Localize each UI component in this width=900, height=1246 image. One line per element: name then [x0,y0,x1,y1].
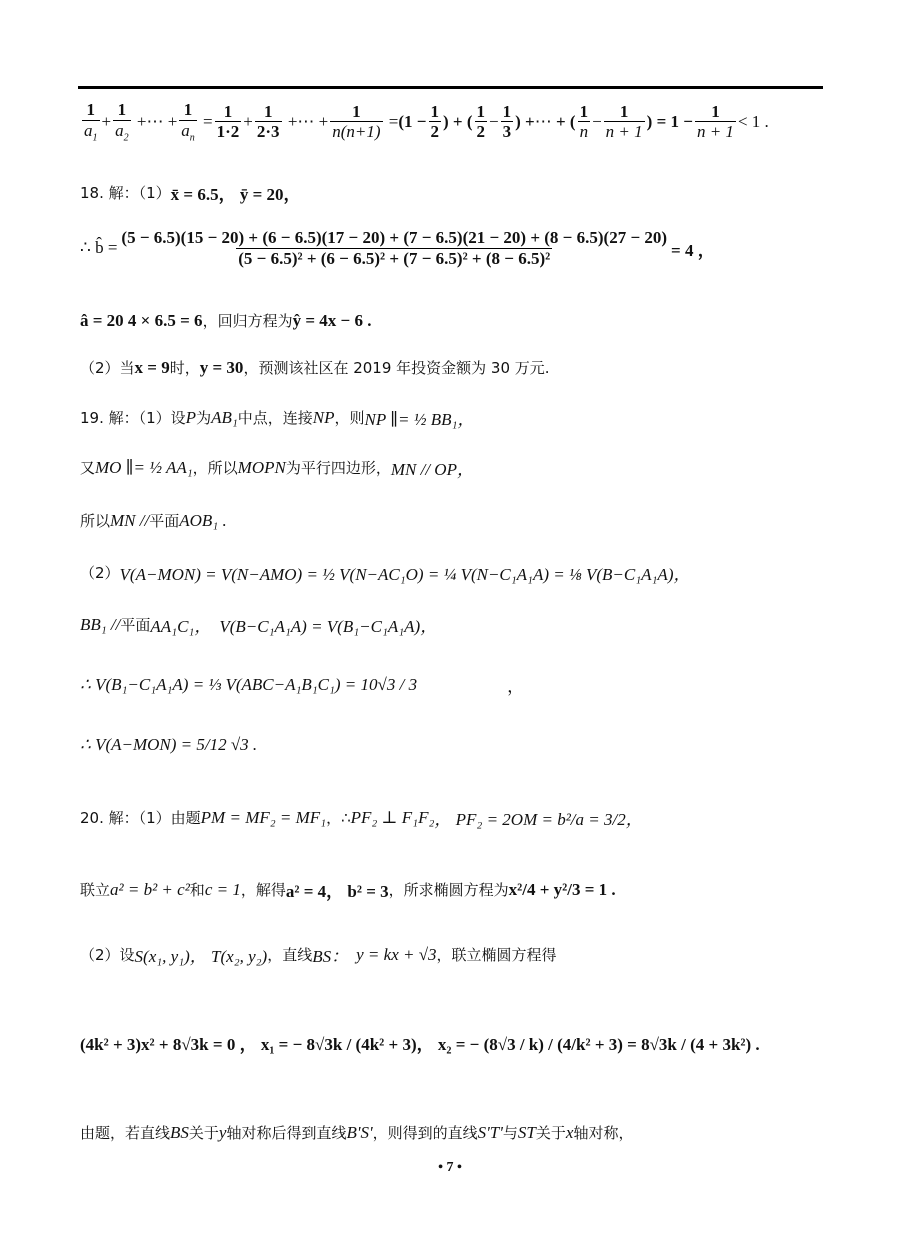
q19-part1-line2: 又 MO ∥= ½ AA₁ ，所以 MOPN 为平行四边形， MN // OP， [80,457,474,479]
q20-part2-line1: （2）设 S(x₁, y₁)， T(x₂, y₂) ，直线 BS： y = kx + √3 ，联立椭圆方程得 [80,944,557,966]
q20-part2-line3: 由题，若直线 BS 关于 y 轴对称后得到直线 B'S' ，则得到的直线 S'T' 与 ST 关于 x 轴对称， [80,1122,634,1142]
q18-part2-line: （2）当 x = 9 时， y = 30 ，预测该社区在 2019 年投资金额为 30 万元. [80,357,550,377]
q18-intercept-line: â = 20 4 × 6.5 = 6 ，回归方程为 ŷ = 4x − 6 . [80,310,372,330]
q19-part1-line3: 所以 MN // 平面 AOB₁ . [80,510,227,530]
q18-part1-line [80,180,301,205]
frac-1-a2: $\frac{1}{a_2}$ [115,100,129,143]
frac-1-12: $\frac{1}{1\cdot 2}$ [216,101,240,142]
telescoping-sum-line: $\frac{1}{a_1}$ + $\frac{1}{a_2}$ + ⋯ + $\frac{1}{a_n}$ = $\frac{1}{1\cdot 2}$ + $\frac{1}{2\cdot 3}$ + ⋯ + $\frac{1}{n(n+1)}$ = (1 − $\frac{1}{2}$ ) + ( $\frac{1}{2}$ − $\frac{1}{3}$ ) + ⋯ + ( $\frac{1}{n}$ − $\frac{1}{n + 1}$ ) = 1 − $\frac{1}{n + 1}$ < 1 . [84,100,769,143]
frac-1-nn1: $\frac{1}{n(n+1)}$ [332,101,381,142]
q18-slope-line: ∴ b̂ = (5 − 6.5)(15 − 20) + (6 − 6.5)(17 − 20) + (7 − 6.5)(21 − 20) + (8 − 6.5)(27 − 20) (5 − 6.5)² + (6 − 6.5)² + (7 − 6.5)² + (8 − 6.5)² = 4 ， [80,228,715,268]
q19-part2-line1: （2） V(A−MON) = V(N−AMO) = ½ V(N−AC₁O) = ¼ V(N−C₁A₁A) = ⅛ V(B−C₁A₁A)， [80,564,691,584]
page-number: • 7 • [438,1160,462,1175]
frac-1-an: $\frac{1}{a_n}$ [181,100,195,143]
frac-1-a1: $\frac{1}{a_1}$ [84,100,98,143]
q18-means: x̄ = 6.5， ȳ = 20， [170,185,301,204]
q19-part2-line2: BB₁ // 平面 AA₁C₁， V(B−C₁A₁A) = V(B₁−C₁A₁A)， [80,614,438,636]
q20-part1-line2: 联立 a² = b² + c² 和 c = 1 ，解得 a² = 4， b² = 3 ，所求椭圆方程为 x²/4 + y²/3 = 1 . [80,879,616,901]
q19-part2-line3: ∴ V(B₁−C₁A₁A) = ⅓ V(ABC−A₁B₁C₁) = 10√3 / 3 ， [80,674,525,696]
q20-part2-line2: (4k² + 3)x² + 8√3k = 0 ， x₁ = − 8√3k / (4k² + 3)， x₂ = − (8√3 / k) / (4/k² + 3) = 8√3k / (4 + 3k²) . [80,1035,760,1054]
q18-slope-fraction: (5 − 6.5)(15 − 20) + (6 − 6.5)(17 − 20) + (7 − 6.5)(21 − 20) + (8 − 6.5)(27 − 20) (5 − 6.5)² + (6 − 6.5)² + (7 − 6.5)² + (8 − 6.5)² [121,228,668,268]
q18-label: 18. 解：（1） [80,184,171,202]
q20-part1-line1: 20. 解：（1）由题 PM = MF₂ = MF₁ ，∴ PF₂ ⊥ F₁F₂ ， PF₂ = 2OM = b²/a = 3/2， [80,807,643,829]
frac-1-23: $\frac{1}{2\cdot 3}$ [256,101,280,142]
q19-part2-line4: ∴ V(A−MON) = 5/12 √3 . [80,735,258,754]
q19-part1-line1: 19. 解：（1）设 P 为 AB₁ 中点，连接 NP ，则 NP ∥= ½ BB₁， [80,407,475,429]
header-rule [78,86,823,89]
